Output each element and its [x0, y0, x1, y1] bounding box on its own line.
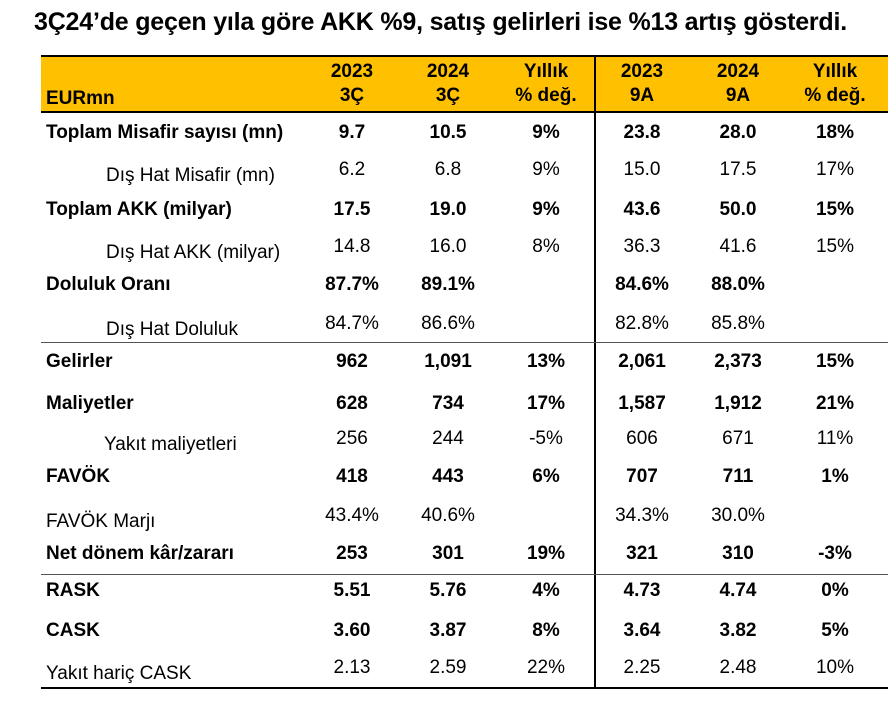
val-yoy-3q: 8% — [532, 620, 560, 641]
val-2024-9m: 88.0% — [711, 274, 765, 295]
val-2023-3q: 17.5 — [333, 199, 371, 220]
table-row — [0, 313, 896, 343]
val-yoy-9m: 18% — [815, 122, 855, 143]
val-yoy-9m: 21% — [815, 393, 855, 414]
val-yoy-9m: 15% — [815, 236, 855, 257]
val-2023-9m: 43.6 — [623, 199, 661, 220]
val-2024-9m: 17.5 — [719, 159, 757, 180]
val-2023-9m: 23.8 — [623, 122, 661, 143]
val-yoy-9m: 17% — [815, 159, 855, 180]
val-yoy-3q: 17% — [526, 393, 566, 414]
val-yoy-9m: 15% — [815, 351, 855, 372]
table-row — [0, 505, 896, 535]
row-label: Dış Hat Doluluk — [106, 319, 238, 340]
table-row — [0, 620, 896, 650]
val-yoy-9m: -3% — [818, 543, 852, 564]
currency-label: EURmn — [46, 88, 115, 109]
table-row — [0, 393, 896, 423]
val-2023-9m: 2,061 — [618, 351, 666, 372]
val-yoy-3q: 9% — [532, 199, 560, 220]
row-label: Doluluk Oranı — [46, 274, 171, 295]
col-header-2023-9m: 2023 9A — [620, 61, 664, 106]
table-row — [0, 351, 896, 381]
val-yoy-3q: 9% — [532, 122, 560, 143]
table-row — [0, 159, 896, 189]
row-label: Dış Hat Misafir (mn) — [106, 165, 275, 186]
val-2023-9m: 4.73 — [623, 580, 661, 601]
row-label: RASK — [46, 580, 100, 601]
val-2024-9m: 671 — [722, 428, 754, 449]
val-2023-9m: 36.3 — [623, 236, 661, 257]
val-2024-9m: 4.74 — [719, 580, 757, 601]
table-row — [0, 466, 896, 496]
val-2024-3q: 6.8 — [434, 159, 462, 180]
val-2024-3q: 1,091 — [424, 351, 472, 372]
table-bottom-border — [41, 687, 888, 689]
val-2024-3q: 89.1% — [421, 274, 475, 295]
val-2023-3q: 418 — [336, 466, 368, 487]
val-2023-9m: 84.6% — [615, 274, 669, 295]
val-yoy-9m: 0% — [821, 580, 849, 601]
val-yoy-9m: 11% — [816, 428, 854, 449]
row-label: FAVÖK — [46, 466, 111, 487]
val-2024-3q: 40.6% — [421, 505, 475, 526]
val-2024-3q: 86.6% — [421, 313, 475, 334]
val-2023-3q: 5.51 — [333, 580, 371, 601]
val-yoy-3q: -5% — [529, 428, 563, 449]
val-2024-9m: 30.0% — [711, 505, 765, 526]
row-label: CASK — [46, 620, 100, 641]
col-header-2024-9m: 2024 9A — [716, 61, 760, 106]
val-2023-9m: 15.0 — [623, 159, 661, 180]
val-2023-3q: 962 — [336, 351, 368, 372]
val-2023-9m: 3.64 — [623, 620, 661, 641]
val-yoy-9m: 15% — [815, 199, 855, 220]
val-2023-3q: 14.8 — [333, 236, 371, 257]
val-2023-9m: 2.25 — [623, 657, 661, 678]
val-2023-3q: 9.7 — [338, 122, 366, 143]
val-yoy-3q: 13% — [526, 351, 566, 372]
val-2024-9m: 28.0 — [719, 122, 757, 143]
col-header-yoy-9m: Yıllık % değ. — [804, 61, 866, 106]
table-row — [0, 543, 896, 573]
val-2023-3q: 87.7% — [325, 274, 379, 295]
table-header — [41, 55, 888, 113]
val-2023-3q: 6.2 — [338, 159, 366, 180]
col-header-yoy-3q: Yıllık % değ. — [515, 61, 577, 106]
val-2024-9m: 711 — [722, 466, 754, 487]
val-2024-3q: 3.87 — [429, 620, 467, 641]
table-row — [0, 428, 896, 458]
val-yoy-3q: 19% — [526, 543, 566, 564]
page-title: 3Ç24’de geçen yıla göre AKK %9, satış gelirleri ise %13 artış gösterdi. — [34, 8, 847, 36]
val-yoy-3q: 4% — [532, 580, 560, 601]
row-label: Toplam AKK (milyar) — [46, 199, 232, 220]
val-yoy-3q: 9% — [532, 159, 560, 180]
val-2023-3q: 84.7% — [325, 313, 379, 334]
val-2023-9m: 606 — [626, 428, 658, 449]
val-2023-3q: 43.4% — [325, 505, 379, 526]
val-2024-3q: 16.0 — [429, 236, 467, 257]
val-yoy-3q: 6% — [532, 466, 560, 487]
val-2024-3q: 19.0 — [429, 199, 467, 220]
row-label: Maliyetler — [46, 393, 134, 414]
val-2023-3q: 2.13 — [333, 657, 371, 678]
val-2024-9m: 310 — [722, 543, 754, 564]
val-2024-3q: 10.5 — [429, 122, 467, 143]
val-2023-3q: 256 — [336, 428, 368, 449]
table-row — [0, 122, 896, 152]
val-2023-9m: 321 — [626, 543, 658, 564]
val-2023-9m: 1,587 — [618, 393, 666, 414]
val-2023-9m: 707 — [626, 466, 658, 487]
val-2023-3q: 3.60 — [333, 620, 371, 641]
table-row — [0, 657, 896, 687]
row-label: Gelirler — [46, 351, 113, 372]
val-2024-9m: 85.8% — [711, 313, 765, 334]
row-label: Dış Hat AKK (milyar) — [106, 242, 281, 263]
table-row — [0, 236, 896, 266]
val-2024-9m: 50.0 — [719, 199, 757, 220]
val-yoy-3q: 22% — [526, 657, 566, 678]
val-2023-9m: 34.3% — [615, 505, 669, 526]
table-row — [0, 580, 896, 610]
col-header-2024-3q: 2024 3Ç — [426, 61, 470, 106]
val-2024-3q: 301 — [432, 543, 464, 564]
val-yoy-3q: 8% — [532, 236, 560, 257]
row-label: FAVÖK Marjı — [46, 511, 156, 532]
val-2024-3q: 2.59 — [429, 657, 467, 678]
table-row — [0, 199, 896, 229]
row-label: Yakıt maliyetleri — [104, 434, 237, 455]
col-header-2023-3q: 2023 3Ç — [330, 61, 374, 106]
val-2023-9m: 82.8% — [615, 313, 669, 334]
val-2024-9m: 41.6 — [719, 236, 757, 257]
val-2024-9m: 1,912 — [714, 393, 762, 414]
val-2024-3q: 443 — [432, 466, 464, 487]
section-divider — [41, 574, 888, 575]
val-yoy-9m: 10% — [815, 657, 855, 678]
val-2024-9m: 3.82 — [719, 620, 757, 641]
val-2024-3q: 5.76 — [429, 580, 467, 601]
val-2023-3q: 253 — [336, 543, 368, 564]
val-2024-3q: 244 — [432, 428, 464, 449]
val-2023-3q: 628 — [336, 393, 368, 414]
val-yoy-9m: 5% — [821, 620, 849, 641]
row-label: Toplam Misafir sayısı (mn) — [46, 122, 284, 143]
val-2024-3q: 734 — [432, 393, 464, 414]
row-label: Yakıt hariç CASK — [46, 663, 192, 684]
row-label: Net dönem kâr/zararı — [46, 543, 234, 564]
table-row — [0, 274, 896, 304]
val-yoy-9m: 1% — [821, 466, 849, 487]
val-2024-9m: 2.48 — [719, 657, 757, 678]
val-2024-9m: 2,373 — [714, 351, 762, 372]
